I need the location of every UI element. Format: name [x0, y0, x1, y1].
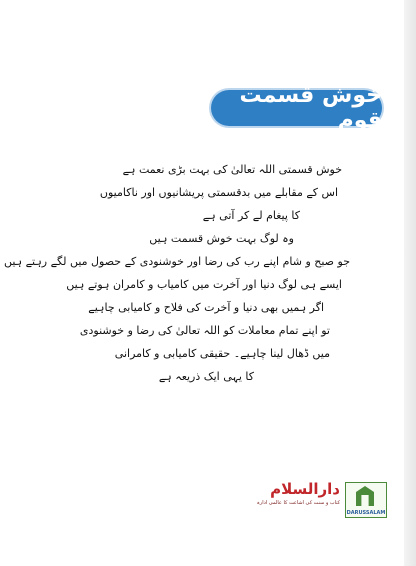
text-line: اگر ہمیں بھی دنیا و آخرت کی فلاح و کامیابی چاہیے	[88, 301, 324, 314]
text-line: میں ڈھال لینا چاہیے۔ حقیقی کامیابی و کامرانی	[114, 347, 330, 360]
text-line: ایسے ہی لوگ دنیا اور آخرت میں کامیاب و کامران ہوتے ہیں	[66, 278, 342, 291]
title-banner	[211, 83, 382, 133]
text-line: جو صبح و شام اپنے رب کی رضا اور خوشنودی کے حصول میں لگے رہتے ہیں	[3, 255, 350, 268]
publisher-logo	[345, 482, 387, 518]
logo-text: DARUSSALAM	[346, 510, 386, 516]
mosque-logo-icon	[356, 486, 374, 506]
text-line: کا پیغام لے کر آتی ہے	[202, 209, 300, 222]
page-title: خوش قسمت قوم	[239, 83, 382, 133]
body-text	[3, 158, 350, 388]
text-line: وہ لوگ بہت خوش قسمت ہیں	[149, 232, 294, 245]
text-line: تو اپنے تمام معاملات کو اللہ تعالیٰ کی رضا و خوشنودی	[79, 324, 330, 337]
publisher-tagline: کتاب و سنت کی اشاعت کا عالمی ادارہ	[256, 500, 340, 506]
publisher-block	[220, 480, 340, 518]
text-line: اس کے مقابلے میں بدقسمتی پریشانیوں اور ناکامیوں	[99, 186, 338, 199]
publisher-name: دارالسلام	[270, 480, 340, 498]
page-edge-shadow	[404, 0, 416, 566]
text-line: کا یہی ایک ذریعہ ہے	[158, 370, 254, 383]
text-line: خوش قسمتی اللہ تعالیٰ کی بہت بڑی نعمت ہے	[122, 163, 342, 176]
